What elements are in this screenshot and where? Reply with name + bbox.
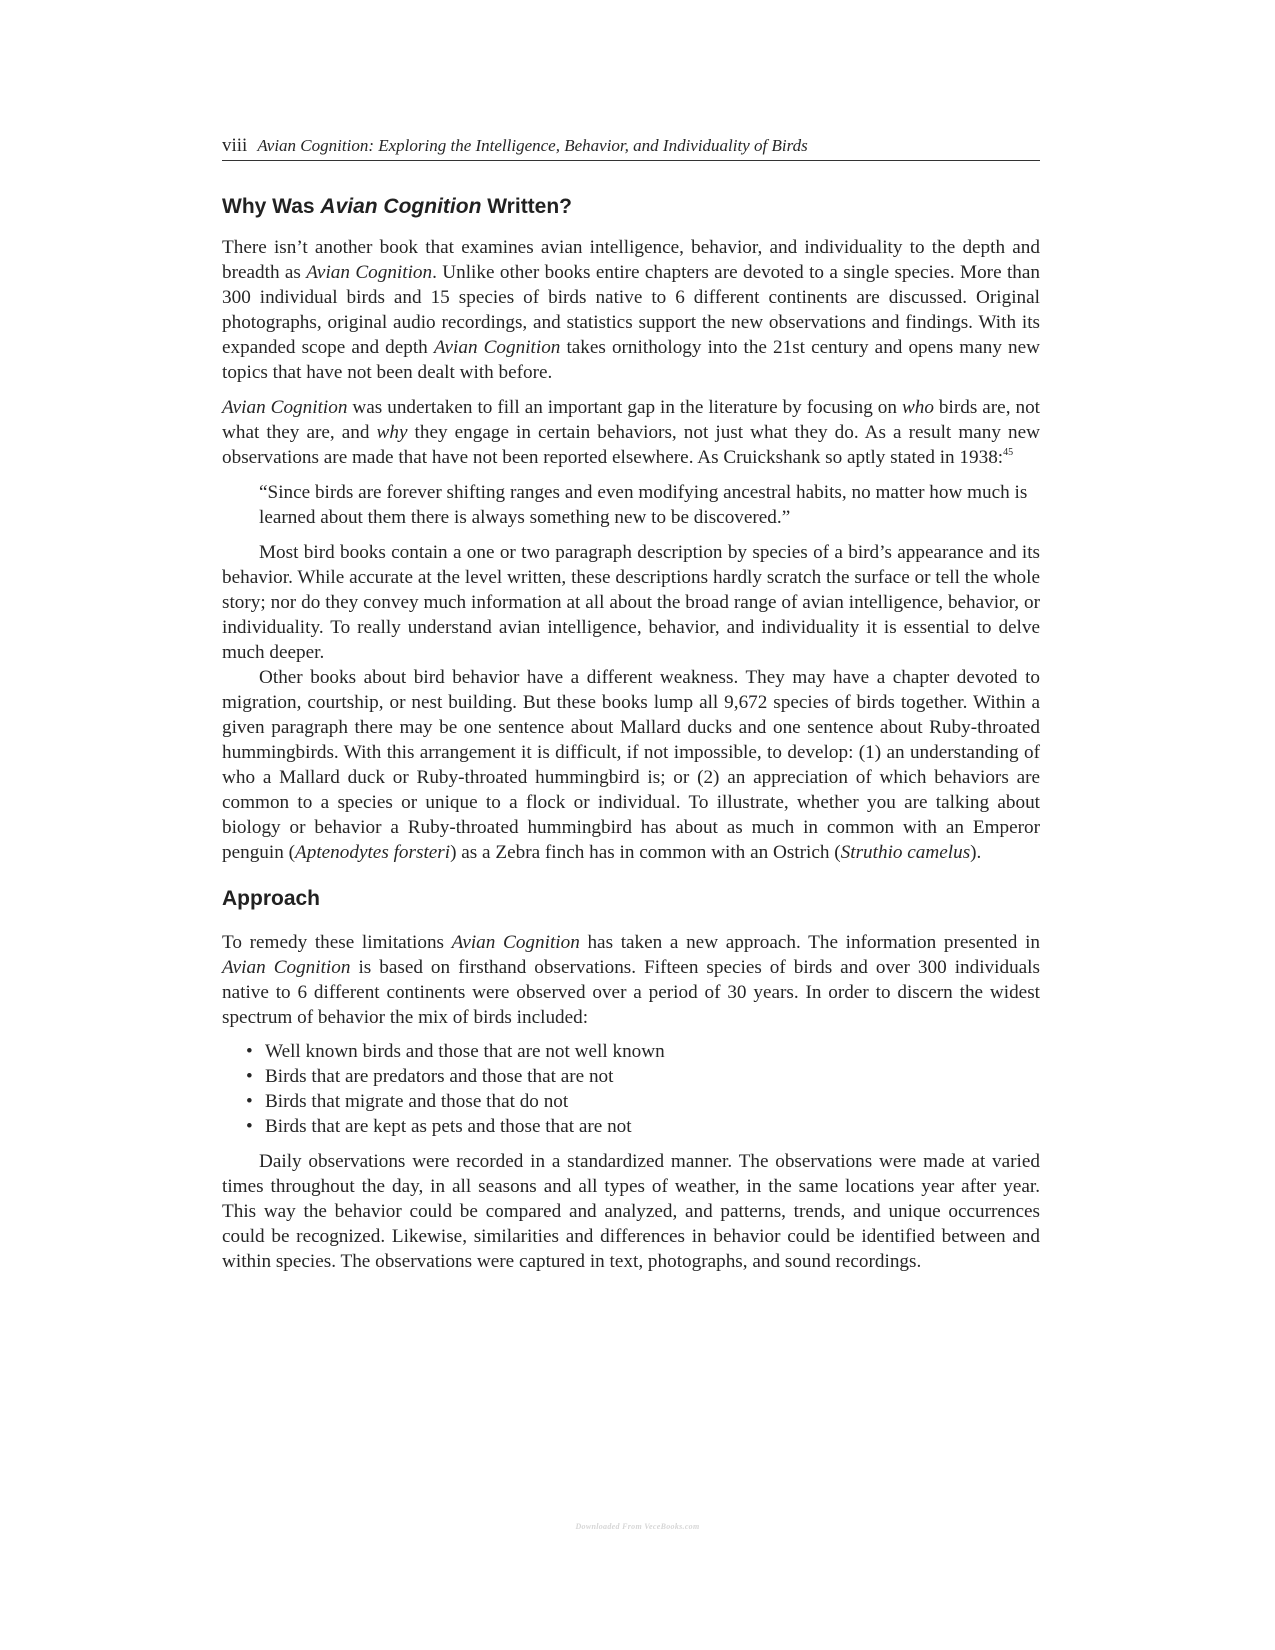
italic-run: Avian Cognition <box>222 397 348 418</box>
section-heading-approach: Approach <box>222 887 321 910</box>
page-number: viii <box>222 135 248 156</box>
bird-mix-list <box>222 1039 1040 1139</box>
heading-suffix: Written? <box>481 195 573 218</box>
paragraph-purpose <box>222 395 1040 470</box>
italic-run: Aptenodytes forsteri <box>295 842 451 863</box>
list-item: • Birds that migrate and those that do not <box>246 1089 1040 1114</box>
italic-run: Avian Cognition <box>306 262 433 283</box>
section-heading-why-written <box>222 195 1040 219</box>
list-item: • Birds that are predators and those that are not <box>246 1064 1040 1089</box>
book-title: Avian Cognition: Exploring the Intelligence, Behavior, and Individuality of Birds <box>257 136 808 155</box>
text-run: . Unlike other books entire chapters are devoted to a single species. More than 300 individual birds and 15 species of birds native to 6 different continents are discussed. Original photographs, original audio recordings, and statistics support the new observations and findings. With its expanded scope and depth <box>222 262 1040 358</box>
italic-run: Struthio camelus <box>840 842 971 863</box>
text-run: birds are, not what they are, and <box>222 397 1040 443</box>
footnote-reference: 45 <box>1003 447 1014 458</box>
heading-italic-title: Avian Cognition <box>320 195 482 218</box>
italic-run: who <box>901 397 934 418</box>
paragraph-approach <box>222 930 1040 1030</box>
italic-run: why <box>376 422 408 443</box>
running-header <box>222 136 1040 161</box>
paragraph-observations: Daily observations were recorded in a standardized manner. The observations were made at varied times throughout the day, in all seasons and all types of weather, in the same locations year after year. This way the behavior could be compared and analyzed, and patterns, trends, and unique occurrences could be recognized. Likewise, similarities and differences in behavior could be identified between and within species. The observations were captured in text, photographs, and sound recordings. <box>222 1151 1040 1272</box>
text-run: Other books about bird behavior have a different weakness. They may have a chapter devoted to migration, courtship, or nest building. But these books lump all 9,672 species of birds together. Within a given paragraph there may be one sentence about Mallard ducks and one sentence about Ruby-throated hummingbirds. With this arrangement it is difficult, if not impossible, to develop: (1) an understanding of who a Mallard duck or Ruby-throated hummingbird is; or (2) an appreciation of which behaviors are common to a species or unique to a flock or individual. To illustrate, whether you are talking about biology or behavior a Ruby-throated hummingbird has about as much in common with an Emperor penguin ( <box>222 667 1040 863</box>
paragraph-bird-books: Most bird books contain a one or two paragraph description by species of a bird’s appearance and its behavior. While accurate at the level written, these descriptions hardly scratch the surface or tell the whole story; nor do they convey much information at all about the broad range of avian intelligence, behavior, or individuality. To really understand avian intelligence, behavior, and individuality it is essential to delve much deeper. <box>222 542 1040 663</box>
text-run: takes ornithology into the 21st century and opens many new topics that have not been dealt with before. <box>222 337 1040 383</box>
text-run: was undertaken to fill an important gap in the literature by focusing on <box>347 397 902 418</box>
italic-run: Avian Cognition <box>222 957 351 978</box>
text-run: There isn’t another book that examines avian intelligence, behavior, and individuality to the depth and breadth as <box>222 237 1040 283</box>
italic-run: Avian Cognition <box>433 337 561 358</box>
text-run: ) as a Zebra finch has in common with an Ostrich ( <box>450 842 841 863</box>
text-run: they engage in certain behaviors, not just what they do. As a result many new observations are made that have not been reported elsewhere. As Cruickshank so aptly stated in 1938: <box>222 422 1040 468</box>
text-run: is based on firsthand observations. Fifteen species of birds and over 300 individuals native to 6 different continents were observed over a period of 30 years. In order to discern the widest spectrum of behavior the mix of birds included: <box>222 957 1040 1028</box>
list-item: • Well known birds and those that are not well known <box>246 1039 1040 1064</box>
text-run: ). <box>970 842 982 863</box>
block-quote: “Since birds are forever shifting ranges and even modifying ancestral habits, no matter how much is learned about them there is always something new to be discovered.” <box>259 482 1028 528</box>
heading-prefix: Why Was <box>222 195 321 218</box>
book-page <box>222 136 1040 1274</box>
paragraph-other-books <box>222 665 1040 865</box>
italic-run: Avian Cognition <box>451 932 580 953</box>
paragraph-intro <box>222 235 1040 385</box>
text-run: To remedy these limitations <box>222 932 452 953</box>
list-item: • Birds that are kept as pets and those that are not <box>246 1114 1040 1139</box>
text-run: has taken a new approach. The information presented in <box>579 932 1040 953</box>
download-watermark: Downloaded From VeceBooks.com <box>575 1522 700 1531</box>
